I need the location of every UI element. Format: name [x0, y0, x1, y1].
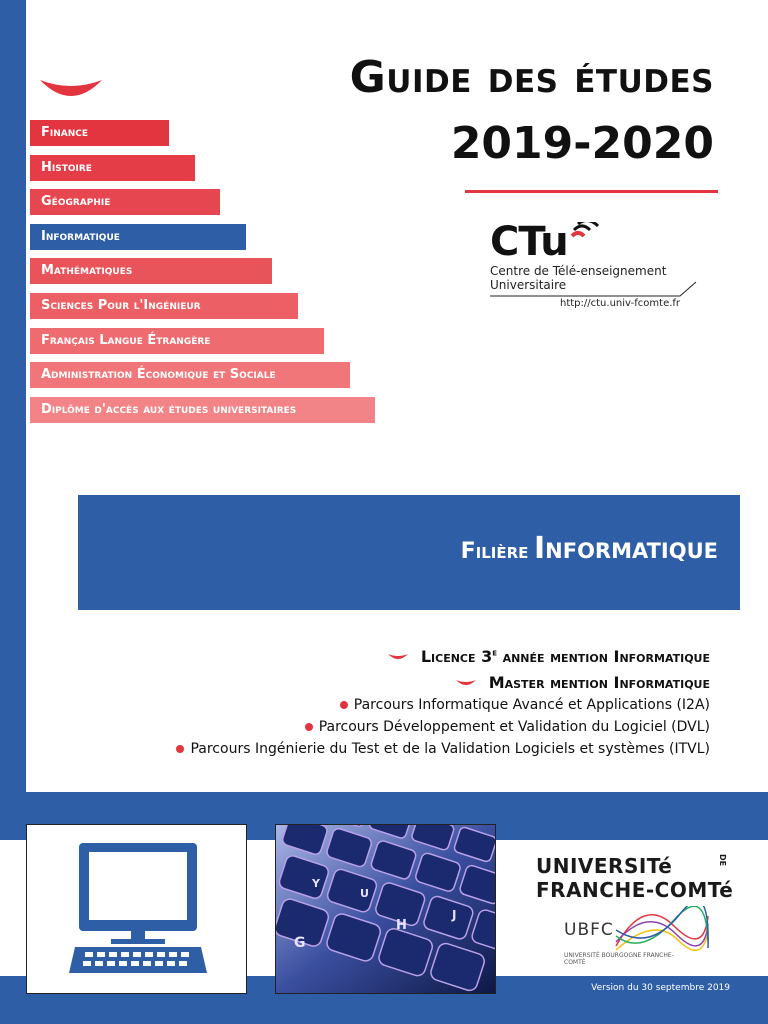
wifi-waves-icon [568, 222, 608, 256]
master-item [455, 673, 710, 692]
ubfc-waves-icon [614, 906, 710, 956]
bullet-dot-icon [305, 723, 313, 731]
subject-bar: Sciences Pour l'Ingénieur [30, 293, 298, 319]
subject-bar: Informatique [30, 224, 246, 250]
ctu-logo-block [490, 219, 710, 314]
key-letter: U [360, 887, 369, 900]
subject-bar: Diplôme d'accès aux études universitaires [30, 397, 375, 423]
licence-label: Licence 3e année mention Informatique [420, 647, 710, 666]
version-date: Version du 30 septembre 2019 [591, 983, 730, 993]
key-letter: H [396, 918, 407, 933]
parcours-item: Parcours Développement et Validation du Logiciel (DVL) [305, 719, 710, 735]
parcours-item: Parcours Ingénierie du Test et de la Validation Logiciels et systèmes (ITVL) [176, 741, 710, 757]
key-letter: Y [312, 877, 320, 890]
subject-bar: Géographie [30, 189, 220, 215]
ufc-name-line1: UNIVERSITé [536, 854, 673, 878]
lips-bullet-icon [455, 678, 477, 688]
filiere-title: Filière Informatique [460, 531, 718, 566]
smile-logo-icon [38, 78, 104, 100]
computer-illustration [26, 824, 247, 994]
keyboard-photo [275, 824, 496, 994]
subject-bar: Français Langue Étrangère [30, 328, 324, 354]
subject-bar: Administration Économique et Sociale [30, 362, 350, 388]
ctu-logo-text: CTu [490, 219, 568, 265]
bullet-dot-icon [340, 701, 348, 709]
bullet-dot-icon [176, 745, 184, 753]
ctu-full-name: Centre de Télé-enseignement Universitaire [490, 264, 667, 292]
licence-item [387, 647, 710, 666]
universite-logo-block [528, 840, 740, 976]
subject-bar: Mathématiques [30, 258, 272, 284]
key-letter: G [294, 935, 306, 951]
parcours-item: Parcours Informatique Avancé et Applications (I2A) [340, 697, 710, 713]
keyboard-keys-icon [276, 825, 495, 993]
subject-bar: Histoire [30, 155, 195, 181]
guide-year: 2019-2020 [450, 118, 714, 169]
desktop-computer-icon [27, 825, 246, 993]
subject-bar: Finance [30, 120, 169, 146]
ufc-name-line2: FRANCHE-COMTé [536, 878, 734, 902]
key-letter: J [452, 908, 457, 922]
ctu-underline [490, 276, 700, 298]
master-label: Master mention Informatique [488, 673, 710, 692]
filiere-banner [78, 495, 740, 610]
ubfc-subtitle: UNIVERSITÉ BOURGOGNE FRANCHE-COMTÉ [564, 952, 674, 966]
guide-title: Guide des études [349, 52, 714, 103]
lips-bullet-icon [387, 652, 409, 662]
ctu-url-link[interactable]: http://ctu.univ-fcomte.fr [560, 298, 681, 309]
title-divider [465, 190, 718, 193]
ubfc-logo-text: UBFC [564, 920, 614, 940]
ufc-de: DE [718, 854, 727, 867]
